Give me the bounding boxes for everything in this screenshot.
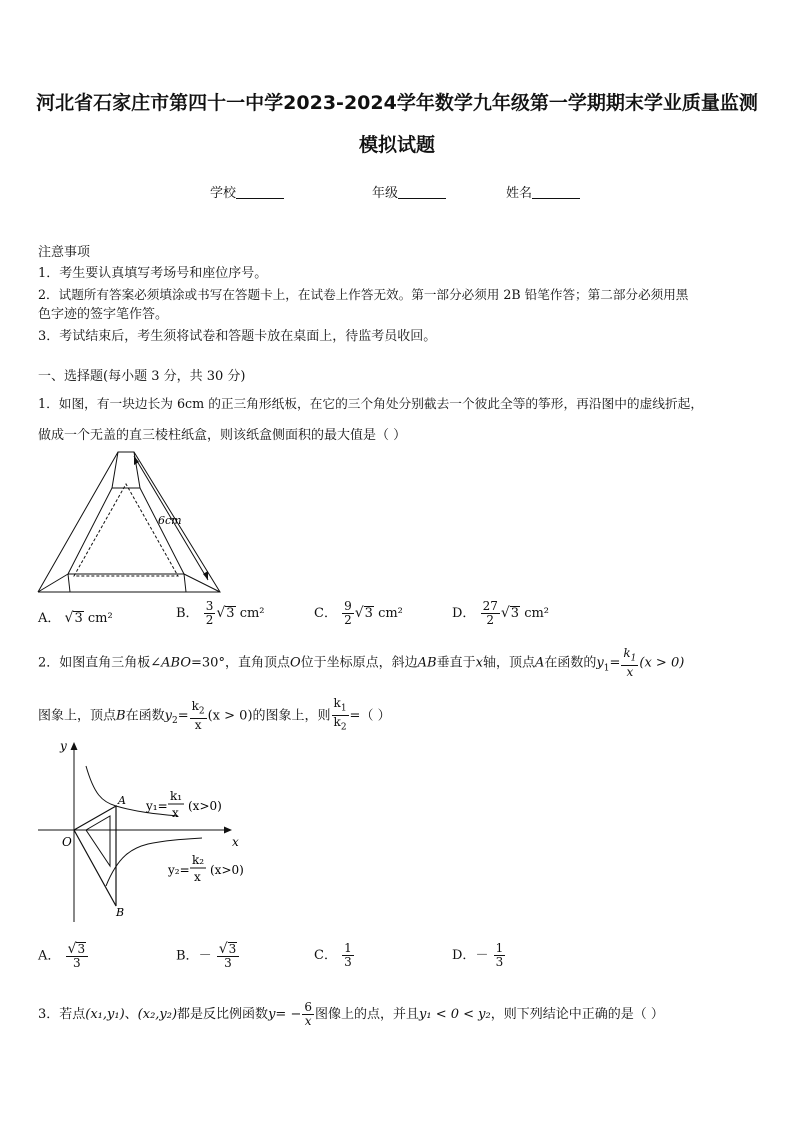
y-axis-label: y <box>60 739 67 753</box>
curve-y2-label-k: k₂ <box>192 853 205 867</box>
radicand: 3 <box>228 942 237 956</box>
curve-y2-label-x: x <box>194 870 201 884</box>
notice-item-2: 2．试题所有答案必须填涂或书写在答题卡上，在试卷上作答无效。第一部分必须用 2B 铅笔作答；第二部分必须用黑 <box>38 287 689 302</box>
notice-item-1: 1．考生要认真填写考场号和座位序号。 <box>38 266 268 281</box>
sign: － <box>475 948 489 963</box>
curve-y2-label-cond: (x>0) <box>210 863 244 877</box>
option-letter: D． <box>452 948 476 963</box>
text: A <box>534 655 545 671</box>
q2-text-line2: 图象上，顶点B在函数$y_2=$ $\frac{k_2}{x}$ (x > 0)的图象上，则 $\frac{k_1}{k_2}$ =（ ） <box>38 696 391 733</box>
numerator <box>66 942 89 957</box>
text: y <box>268 1007 276 1022</box>
inner-solid-edges <box>68 488 184 574</box>
denominator: 3 <box>224 956 232 970</box>
option-letter: A． <box>38 948 61 964</box>
unit: cm² <box>524 606 550 621</box>
unit: cm² <box>239 606 265 621</box>
denominator: $k_2$ <box>333 715 347 733</box>
unit: cm² <box>378 606 403 621</box>
denominator: x <box>194 718 202 733</box>
denominator: 2 <box>205 613 214 627</box>
text: (x > 0) <box>639 655 685 671</box>
q2-option-b[interactable] <box>176 942 240 970</box>
text: 3．若点 <box>38 1007 86 1022</box>
school-blank[interactable] <box>236 185 284 199</box>
x-axis-arrow <box>224 827 232 834</box>
q2-option-a[interactable] <box>38 942 89 970</box>
name-blank[interactable] <box>532 185 580 199</box>
radicand: 3 <box>364 606 373 621</box>
fraction <box>204 600 216 627</box>
radical-sign: √ <box>67 941 77 957</box>
fraction <box>494 942 506 969</box>
school-label: 学校 <box>210 186 237 201</box>
text: AB <box>417 655 437 671</box>
denominator: 3 <box>495 955 504 969</box>
text: (x > 0) <box>207 708 253 724</box>
text: 、 <box>124 1007 138 1022</box>
grade-label: 年级 <box>372 186 399 201</box>
point-b-label: B <box>116 906 125 919</box>
text: 图像上的点，并且 <box>314 1007 419 1022</box>
q1-text-line2: 做成一个无盖的直三棱柱纸盒，则该纸盒侧面积的最大值是（ ） <box>38 428 407 443</box>
k: k <box>623 646 631 660</box>
radical-sign: √ <box>64 610 74 626</box>
side-length-label: 6cm <box>158 514 182 527</box>
page-subtitle: 模拟试题 <box>358 134 435 156</box>
denominator: 3 <box>344 955 352 969</box>
fraction <box>481 600 500 627</box>
k: k <box>191 698 199 713</box>
q1-option-d[interactable] <box>452 600 549 627</box>
q2-coordinate-graph <box>36 736 276 926</box>
q1-option-a[interactable] <box>38 607 113 626</box>
numerator <box>217 942 240 957</box>
option-letter: B． <box>176 606 199 621</box>
text: 图象上，顶点 <box>38 708 117 724</box>
unit: cm² <box>87 611 113 626</box>
option-letter: D． <box>452 606 476 621</box>
sign: － <box>198 948 212 964</box>
radicand: 3 <box>226 606 235 621</box>
radical-sign: √ <box>500 605 510 621</box>
text: 在函数 <box>125 708 165 724</box>
q2-option-c[interactable] <box>314 942 355 969</box>
numerator: $k_1$ <box>332 697 349 716</box>
denominator: x <box>304 1014 312 1028</box>
text: = − <box>275 1007 302 1022</box>
page-title: 河北省石家庄市第四十一中学2023-2024学年数学九年级第一学期期末学业质量监测 <box>36 92 758 114</box>
text: 2．如图直角三角板∠ <box>38 655 162 671</box>
option-letter: C． <box>314 606 337 621</box>
text: O <box>289 655 301 671</box>
q1-option-c[interactable] <box>314 600 403 627</box>
q2-option-d[interactable] <box>452 942 506 969</box>
text: 垂直于 <box>436 655 476 671</box>
point-1: (x₁,y₁) <box>85 1007 125 1022</box>
text: x <box>475 655 483 671</box>
text: y <box>164 708 172 724</box>
outer-triangle <box>38 452 220 592</box>
grade-blank[interactable] <box>398 185 446 199</box>
option-letter: A． <box>38 611 61 626</box>
notice-item-2-cont: 色字迹的签字笔作答。 <box>38 307 169 322</box>
fraction <box>190 700 207 732</box>
name-field[interactable] <box>506 182 580 201</box>
curve-y2 <box>106 838 205 886</box>
curve-y1-label-k: k₁ <box>170 789 183 803</box>
text: 的图象上，则 <box>252 708 331 724</box>
radical-sign: √ <box>354 605 364 621</box>
notice-heading: 注意事项 <box>38 245 91 260</box>
q2-text-line1: 2．如图直角三角板∠ABO=30°，直角顶点O位于坐标原点，斜边AB垂直于x轴，顶点A在函数的$y_1=$ $\frac{k_1}{x}$ (x > 0) <box>38 646 685 680</box>
numerator: 9 <box>344 599 352 613</box>
text: 在函数的 <box>544 655 597 671</box>
x-axis-label: x <box>232 835 239 849</box>
text: 轴，顶点 <box>482 655 535 671</box>
radicand: 3 <box>77 942 86 956</box>
cut-line <box>68 574 70 592</box>
radical-sign: √ <box>216 605 226 621</box>
y-axis-arrow <box>71 742 78 750</box>
section-heading: 一、选择题(每小题 3 分，共 30 分) <box>38 369 246 384</box>
text: =（ ） <box>349 708 391 724</box>
numerator: 3 <box>205 599 214 613</box>
fraction <box>342 942 354 969</box>
point-2: (x₂,y₂) <box>137 1007 178 1022</box>
denominator: 2 <box>486 613 495 627</box>
numerator: 1 <box>495 941 504 955</box>
denominator: x <box>626 665 634 680</box>
numerator: $k_1$ <box>621 647 638 666</box>
numerator: 1 <box>344 941 352 955</box>
inequality: y₁ < 0 < y₂ <box>419 1007 491 1022</box>
fraction <box>302 1001 314 1028</box>
text: 都是反比例函数 <box>177 1007 269 1022</box>
curve-y1-label-y: y₁= <box>146 799 168 813</box>
fraction <box>66 942 89 970</box>
radicand: 3 <box>510 606 520 621</box>
denominator: 2 <box>344 613 352 627</box>
k: k <box>333 696 341 710</box>
denominator: 3 <box>72 956 81 970</box>
fraction <box>621 647 638 679</box>
text: y <box>596 655 604 671</box>
origin-label: O <box>62 835 72 849</box>
curve-y1-label-x: x <box>172 806 179 820</box>
cut-line <box>184 574 186 592</box>
student-info-fields <box>0 182 794 202</box>
curve-y1-label-cond: (x>0) <box>188 799 222 813</box>
text: 位于坐标原点，斜边 <box>300 655 418 671</box>
text: =30°，直角顶点 <box>191 655 290 671</box>
numerator: 6 <box>304 1000 312 1014</box>
text: = <box>609 655 621 671</box>
option-letter: C． <box>314 948 337 963</box>
q3-text <box>38 1001 664 1028</box>
name-label: 姓名 <box>506 186 533 201</box>
numerator: $k_2$ <box>190 700 207 719</box>
cut-line <box>38 574 68 592</box>
radicand: 3 <box>74 611 83 626</box>
option-letter: B． <box>176 948 199 964</box>
text: B <box>116 708 126 724</box>
text: ABO <box>161 655 192 671</box>
q1-text-line1: 1．如图，有一块边长为 6cm 的正三角形纸板，在它的三个角处分别截去一个彼此全等的筝形，再沿图中的虚线折起， <box>38 396 704 411</box>
fraction <box>332 697 349 735</box>
q1-option-b[interactable] <box>176 600 265 627</box>
text: ，则下列结论中正确的是（ ） <box>490 1007 664 1022</box>
school-field[interactable] <box>210 182 284 201</box>
fraction <box>217 942 240 970</box>
k: k <box>333 715 341 730</box>
numerator: 27 <box>482 599 498 613</box>
radical-sign: √ <box>218 941 228 957</box>
notice-item-3: 3．考试结束后，考生须将试卷和答题卡放在桌面上，待监考员收回。 <box>38 329 437 344</box>
point-a-label: A <box>118 794 126 807</box>
q1-triangle-figure <box>36 448 226 596</box>
fraction <box>342 600 354 627</box>
grade-field[interactable] <box>372 182 446 201</box>
curve-y2-label-y: y₂= <box>168 863 190 877</box>
